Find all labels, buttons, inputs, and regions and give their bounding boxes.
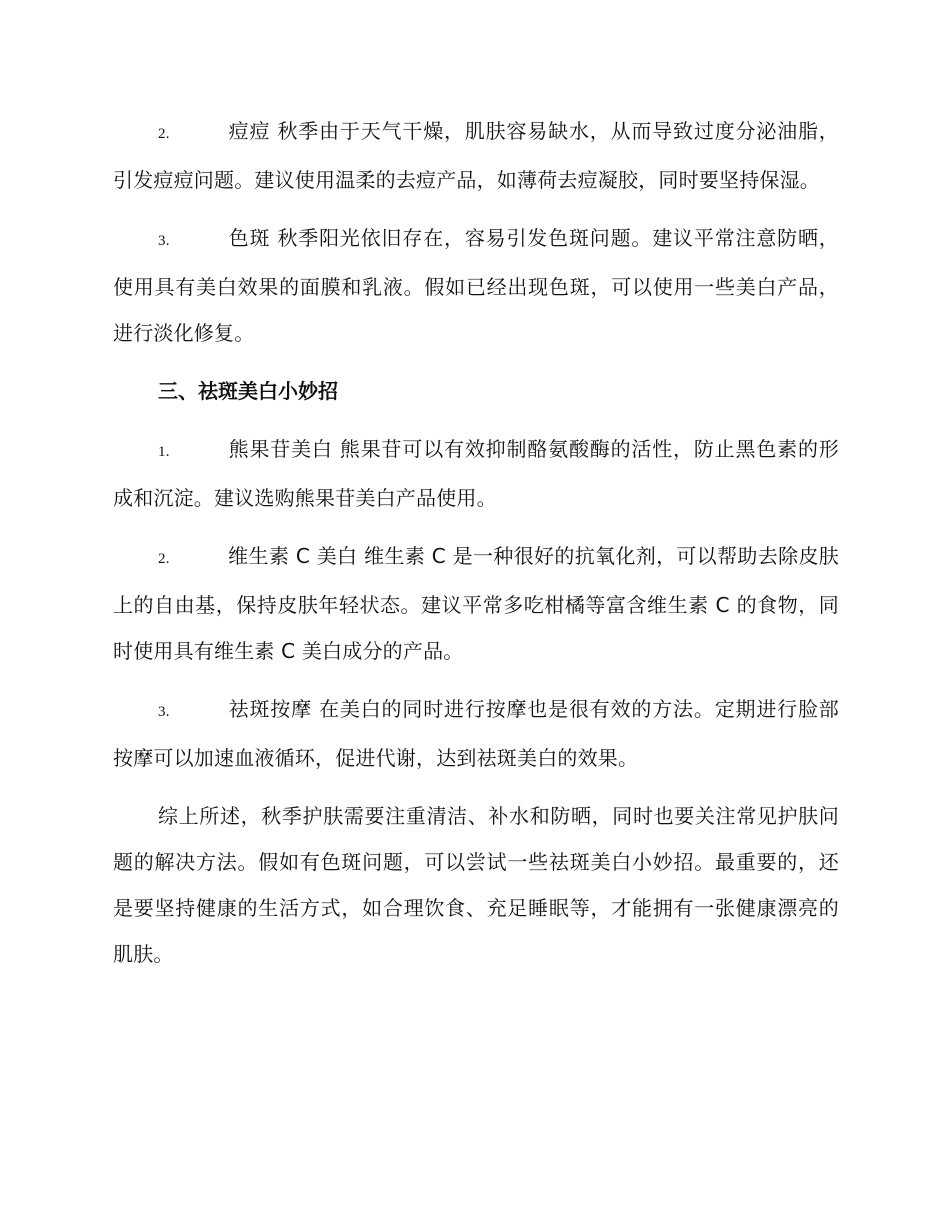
list-item-text: 熊果苷美白 熊果苷可以有效抑制酪氨酸酶的活性，防止黑色素的形成和沉淀。建议选购熊果苷美白产品使用。: [113, 437, 839, 510]
list-number: 2.: [158, 126, 170, 142]
list-number: 2.: [158, 551, 170, 567]
section-heading: 三、祛斑美白小妙招: [158, 379, 338, 403]
list-number: 3.: [158, 233, 170, 249]
list-item-text: 祛斑按摩 在美白的同时进行按摩也是很有效的方法。定期进行脸部按摩可以加速血液循环，促进代谢，达到祛斑美白的效果。: [113, 697, 839, 770]
list-item-text: 色斑 秋季阳光依旧存在，容易引发色斑问题。建议平常注意防晒，使用具有美白效果的面膜和乳液。假如已经出现色斑，可以使用一些美白产品，进行淡化修复。: [113, 226, 839, 345]
list-item-massage: [113, 686, 839, 781]
list-number: 3.: [158, 704, 170, 720]
list-item-vitamin-c: [113, 533, 839, 674]
document-page: [113, 108, 839, 989]
list-item-text: 维生素 C 美白 维生素 C 是一种很好的抗氧化剂，可以帮助去除皮肤上的自由基，保持皮肤年轻状态。建议平常多吃柑橘等富含维生素 C 的食物，同时使用具有维生素 C 美白成分的产品。: [113, 544, 839, 663]
list-item-spots: [113, 215, 839, 356]
list-item-text: 痘痘 秋季由于天气干燥，肌肤容易缺水，从而导致过度分泌油脂，引发痘痘问题。建议使用温柔的去痘产品，如薄荷去痘凝胶，同时要坚持保湿。: [113, 119, 839, 192]
list-item-acne: [113, 108, 839, 203]
conclusion-paragraph: 综上所述，秋季护肤需要注重清洁、补水和防晒，同时也要关注常见护肤问题的解决方法。假如有色斑问题，可以尝试一些祛斑美白小妙招。最重要的，还是要坚持健康的生活方式，如合理饮食、充足睡眠等，才能拥有一张健康漂亮的肌肤。: [113, 804, 839, 966]
list-item-arbutin: [113, 426, 839, 521]
list-number: 1.: [158, 444, 170, 460]
